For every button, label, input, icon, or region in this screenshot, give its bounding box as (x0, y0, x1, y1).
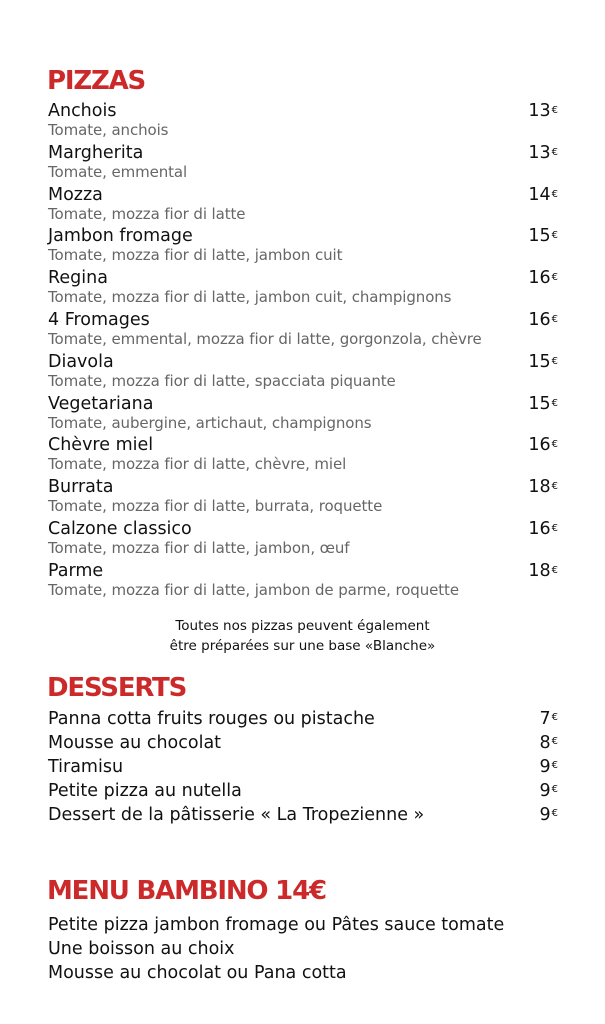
pizza-item (48, 352, 558, 394)
pizza-name: Mozza (48, 184, 103, 205)
pizza-item (48, 268, 558, 310)
pizza-name: Burrata (48, 477, 114, 498)
pizza-name: Calzone classico (48, 518, 192, 539)
pizza-base-note (0, 616, 605, 656)
pizza-description: Tomate, mozza fior di latte, jambon cuit, champignons (48, 288, 452, 307)
pizza-item (48, 561, 558, 603)
pizza-price: 18€ (528, 477, 558, 498)
pizza-price: 15€ (528, 351, 558, 372)
pizza-price: 16€ (528, 268, 558, 289)
pizza-item (48, 394, 558, 436)
pizza-price: 15€ (528, 393, 558, 414)
pizza-note-line: Toutes nos pizzas peuvent également (175, 618, 430, 634)
pizza-item (48, 435, 558, 477)
dessert-name: Petite pizza au nutella (48, 781, 242, 801)
pizza-item (48, 310, 558, 352)
bambino-menu (48, 913, 504, 985)
pizza-name: Jambon fromage (48, 226, 193, 247)
bambino-line: Mousse au chocolat ou Pana cotta (48, 963, 347, 983)
dessert-item (48, 732, 558, 756)
dessert-item (48, 756, 558, 780)
pizza-description: Tomate, emmental, mozza fior di latte, gorgonzola, chèvre (48, 329, 482, 348)
dessert-name: Tiramisu (48, 757, 124, 777)
dessert-list (48, 708, 558, 828)
pizza-item (48, 477, 558, 519)
pizza-description: Tomate, mozza fior di latte (48, 204, 246, 223)
pizza-name: Chèvre miel (48, 435, 154, 456)
pizza-description: Tomate, mozza fior di latte, jambon de parme, roquette (48, 580, 459, 599)
pizza-name: Margherita (48, 142, 144, 163)
pizza-item (48, 185, 558, 227)
pizza-description: Tomate, anchois (48, 121, 169, 139)
pizza-description: Tomate, emmental (48, 162, 188, 181)
bambino-line: Une boisson au choix (48, 939, 235, 959)
pizzas-title: PIZZAS (47, 66, 146, 96)
pizza-price: 16€ (528, 309, 558, 330)
dessert-price: 9€ (539, 757, 558, 777)
pizza-item (48, 101, 558, 143)
pizza-price: 18€ (528, 560, 558, 581)
pizza-price: 13€ (528, 142, 558, 163)
dessert-name: Panna cotta fruits rouges ou pistache (48, 709, 375, 729)
pizza-price: 16€ (528, 435, 558, 456)
dessert-price: 7€ (539, 709, 558, 729)
desserts-title: DESSERTS (47, 673, 187, 703)
dessert-item (48, 804, 558, 828)
pizza-price: 15€ (528, 226, 558, 247)
bambino-line: Petite pizza jambon fromage ou Pâtes sauce tomate (48, 915, 505, 935)
pizza-description: Tomate, mozza fior di latte, chèvre, miel (48, 455, 347, 474)
pizza-price: 13€ (528, 101, 558, 121)
dessert-item (48, 708, 558, 732)
pizza-name: Diavola (48, 351, 114, 372)
pizza-price: 16€ (528, 518, 558, 539)
pizza-name: 4 Fromages (48, 309, 150, 330)
pizza-name: Parme (48, 560, 104, 581)
dessert-price: 9€ (539, 781, 558, 801)
pizza-description: Tomate, mozza fior di latte, burrata, roquette (48, 497, 383, 516)
pizza-description: Tomate, mozza fior di latte, jambon, œuf (48, 538, 350, 557)
dessert-item (48, 780, 558, 804)
dessert-name: Dessert de la pâtisserie « La Tropezienne » (48, 805, 425, 825)
dessert-price: 9€ (539, 805, 558, 825)
pizza-list (48, 101, 558, 603)
pizza-name: Anchois (48, 101, 117, 121)
pizza-item (48, 143, 558, 185)
pizza-description: Tomate, aubergine, artichaut, champignons (48, 413, 372, 432)
pizza-name: Vegetariana (48, 393, 154, 414)
pizza-price: 14€ (528, 184, 558, 205)
pizza-item (48, 226, 558, 268)
bambino-title: MENU BAMBINO 14€ (47, 876, 326, 906)
pizza-note-line: être préparées sur une base «Blanche» (169, 638, 436, 654)
dessert-price: 8€ (539, 733, 558, 753)
pizza-name: Regina (48, 268, 108, 289)
pizza-description: Tomate, mozza fior di latte, jambon cuit (48, 246, 343, 265)
dessert-name: Mousse au chocolat (48, 733, 222, 753)
pizza-description: Tomate, mozza fior di latte, spacciata piquante (48, 371, 396, 390)
pizza-item (48, 519, 558, 561)
